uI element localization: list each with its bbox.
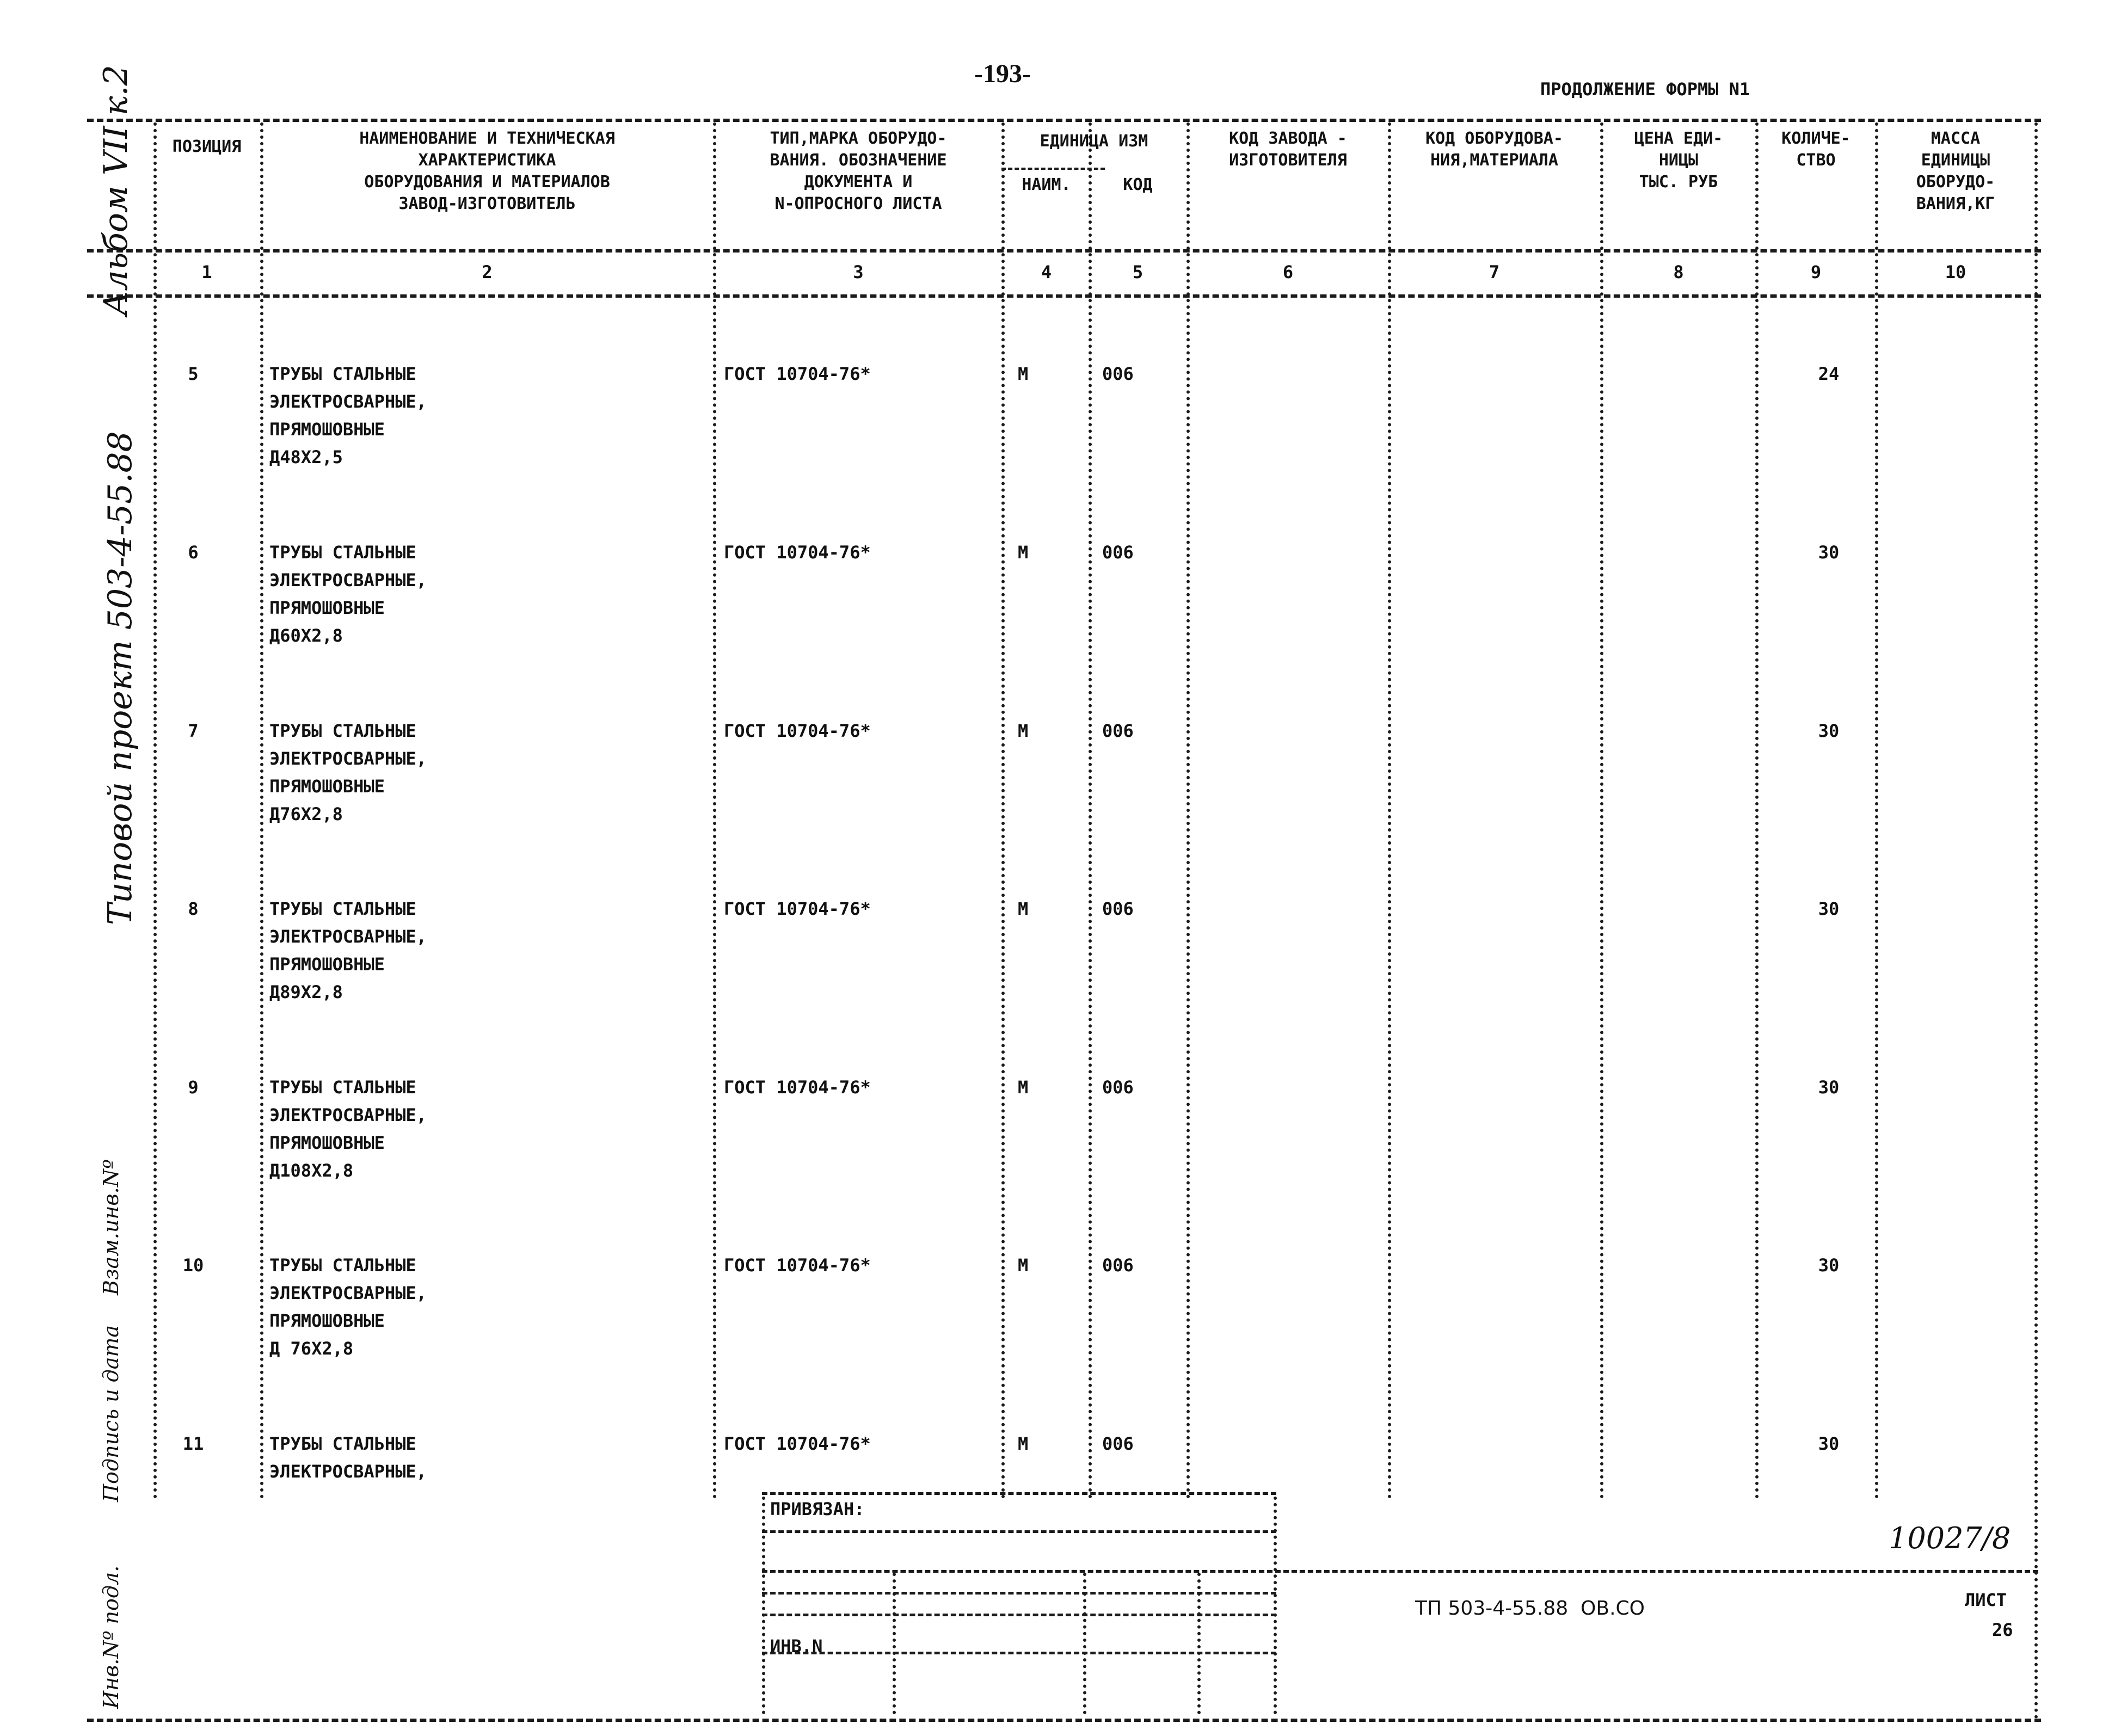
page-number: -193- — [974, 59, 1031, 88]
row-type: ГОСТ 10704-76* — [724, 542, 871, 563]
stamp-sheet-number: 26 — [1992, 1620, 2013, 1640]
row-code: 006 — [1102, 542, 1134, 563]
row-unit: М — [1018, 1255, 1029, 1276]
row-type: ГОСТ 10704-76* — [724, 898, 871, 919]
row-type: ГОСТ 10704-76* — [724, 1077, 871, 1098]
row-unit: М — [1018, 542, 1029, 563]
row-name: ТРУБЫ СТАЛЬНЫЕ ЭЛЕКТРОСВАРНЫЕ, ПРЯМОШОВНЫЕ Д48Х2,5 — [269, 364, 427, 467]
row-name: ТРУБЫ СТАЛЬНЫЕ ЭЛЕКТРОСВАРНЫЕ, ПРЯМОШОВНЫЕ Д 76Х2,8 — [269, 1255, 427, 1359]
row-position: 7 — [188, 721, 199, 741]
continuation-title: ПРОДОЛЖЕНИЕ ФОРМЫ N1 — [1540, 79, 1750, 100]
row-quantity: 30 — [1818, 542, 1840, 563]
stamp-sheet-label: ЛИСТ — [1965, 1590, 2007, 1610]
col-header-price: ЦЕНА ЕДИ- НИЦЫ ТЫС. РУБ — [1634, 129, 1723, 192]
row-code: 006 — [1102, 721, 1134, 741]
row-type: ГОСТ 10704-76* — [724, 364, 871, 384]
row-position: 10 — [182, 1255, 204, 1276]
row-name: ТРУБЫ СТАЛЬНЫЕ ЭЛЕКТРОСВАРНЫЕ, ПРЯМОШОВНЫЕ Д89Х2,8 — [269, 898, 427, 1002]
col-header-material-code: КОД ОБОРУДОВА- НИЯ,МАТЕРИАЛА — [1425, 129, 1563, 170]
col-num-7: 7 — [1489, 262, 1500, 282]
col-header-factory-code: КОД ЗАВОДА - ИЗГОТОВИТЕЛЯ — [1229, 129, 1347, 170]
row-quantity: 30 — [1818, 1433, 1840, 1454]
row-position: 6 — [188, 542, 199, 563]
col-header-mass: МАССА ЕДИНИЦЫ ОБОРУДО- ВАНИЯ,КГ — [1916, 129, 1995, 213]
row-position: 11 — [182, 1433, 204, 1454]
col-num-6: 6 — [1282, 262, 1294, 282]
stamp-privyazan: ПРИВЯЗАН: — [770, 1499, 865, 1519]
row-type: ГОСТ 10704-76* — [724, 1255, 871, 1276]
side-label-album: Альбом VII к.2 — [97, 65, 135, 316]
row-code: 006 — [1102, 1433, 1134, 1454]
row-position: 9 — [188, 1077, 199, 1098]
row-unit: М — [1018, 1433, 1029, 1454]
row-code: 006 — [1102, 364, 1134, 384]
col-header-quantity: КОЛИЧЕ- СТВО — [1781, 129, 1851, 170]
side-label-project: Типовой проект 503-4-55.88 — [101, 431, 139, 925]
row-name: ТРУБЫ СТАЛЬНЫЕ ЭЛЕКТРОСВАРНЫЕ, — [269, 1433, 427, 1482]
col-num-8: 8 — [1673, 262, 1684, 282]
stamp-doc-code: ТП 503-4-55.88 ОВ.СО — [1415, 1597, 1645, 1620]
row-code: 006 — [1102, 1255, 1134, 1276]
row-unit: М — [1018, 1077, 1029, 1098]
stamp-inv-number: ИНВ.N — [770, 1636, 823, 1657]
side-label-signature-date: Подпись и дата — [99, 1325, 123, 1502]
side-label-vzam-inv: Взам.инв.Nº — [99, 1159, 123, 1295]
row-unit: М — [1018, 721, 1029, 741]
col-header-unit-code: КОД — [1123, 175, 1153, 194]
row-code: 006 — [1102, 1077, 1134, 1098]
row-quantity: 30 — [1818, 721, 1840, 741]
col-header-position: ПОЗИЦИЯ — [172, 137, 242, 156]
row-quantity: 30 — [1818, 1077, 1840, 1098]
col-header-unit-group: ЕДИНИЦА ИЗМ — [1040, 132, 1148, 151]
row-type: ГОСТ 10704-76* — [724, 1433, 871, 1454]
col-header-name: НАИМЕНОВАНИЕ И ТЕХНИЧЕСКАЯ ХАРАКТЕРИСТИКА ОБОРУДОВАНИЯ И МАТЕРИАЛОВ ЗАВОД-ИЗГОТОВИТЕЛЬ — [359, 129, 615, 213]
col-num-3: 3 — [853, 262, 864, 282]
row-code: 006 — [1102, 898, 1134, 919]
col-num-4: 4 — [1041, 262, 1052, 282]
row-name: ТРУБЫ СТАЛЬНЫЕ ЭЛЕКТРОСВАРНЫЕ, ПРЯМОШОВНЫЕ Д76Х2,8 — [269, 721, 427, 824]
row-unit: М — [1018, 898, 1029, 919]
row-position: 8 — [188, 898, 199, 919]
row-quantity: 24 — [1818, 364, 1840, 384]
col-num-5: 5 — [1132, 262, 1144, 282]
col-num-1: 1 — [201, 262, 212, 282]
col-num-2: 2 — [482, 262, 493, 282]
row-quantity: 30 — [1818, 898, 1840, 919]
row-quantity: 30 — [1818, 1255, 1840, 1276]
row-type: ГОСТ 10704-76* — [724, 721, 871, 741]
row-position: 5 — [188, 364, 199, 384]
row-name: ТРУБЫ СТАЛЬНЫЕ ЭЛЕКТРОСВАРНЫЕ, ПРЯМОШОВНЫЕ Д108Х2,8 — [269, 1077, 427, 1181]
side-label-inv-podl: Инв.Nº подл. — [99, 1565, 123, 1709]
row-name: ТРУБЫ СТАЛЬНЫЕ ЭЛЕКТРОСВАРНЫЕ, ПРЯМОШОВНЫЕ Д60Х2,8 — [269, 542, 427, 646]
col-header-unit-name: НАИМ. — [1022, 175, 1071, 194]
row-unit: М — [1018, 364, 1029, 384]
archive-number: 10027/8 — [1889, 1521, 2011, 1555]
col-num-9: 9 — [1810, 262, 1822, 282]
col-header-type: ТИП,МАРКА ОБОРУДО- ВАНИЯ. ОБОЗНАЧЕНИЕ ДОКУМЕНТА И N-ОПРОСНОГО ЛИСТА — [770, 129, 947, 213]
col-num-10: 10 — [1945, 262, 1966, 282]
